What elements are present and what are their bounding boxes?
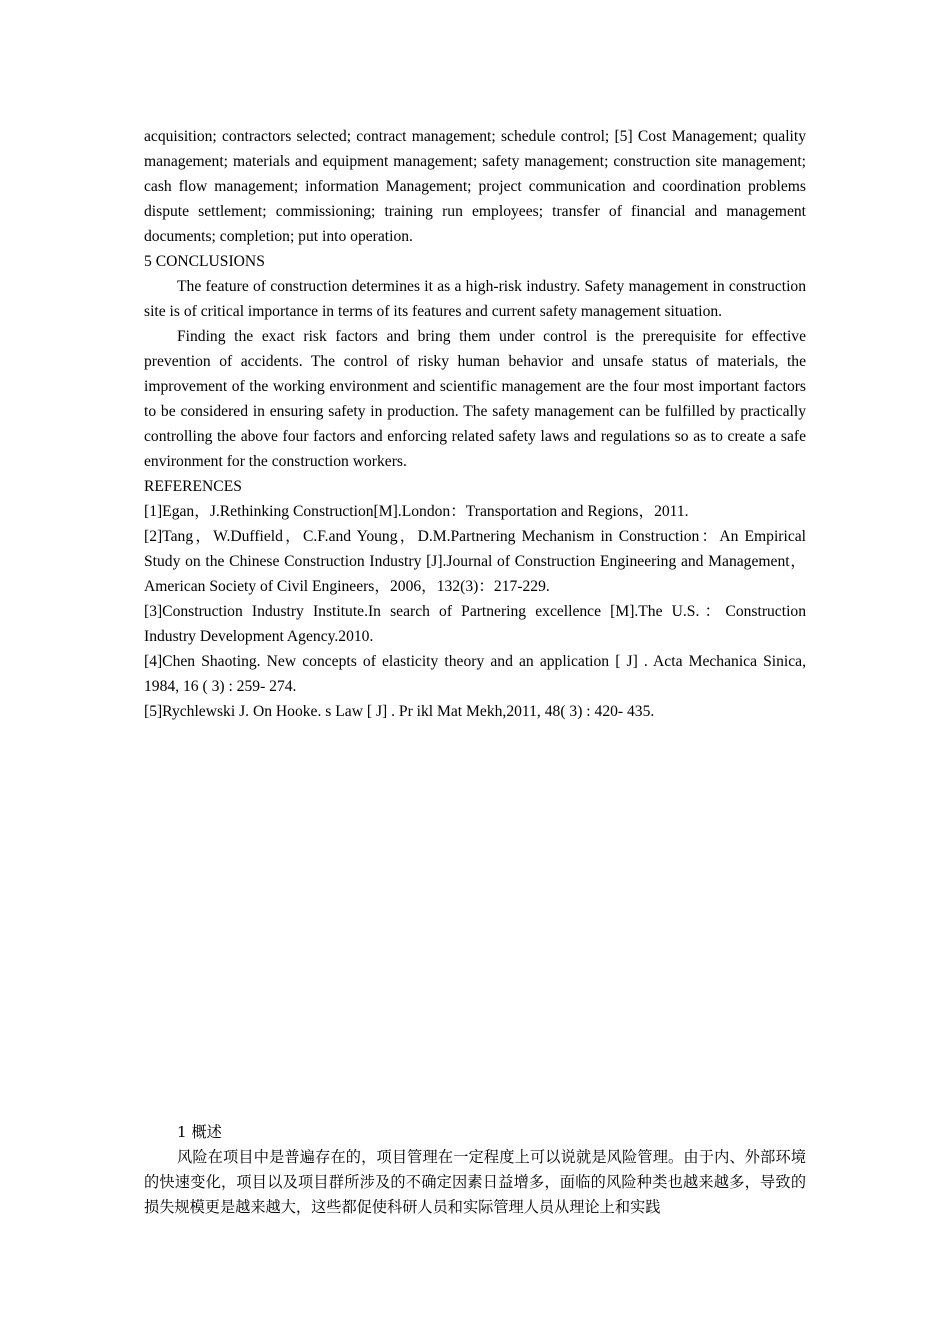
conclusions-heading: 5 CONCLUSIONS — [144, 253, 265, 270]
english-section — [144, 124, 806, 724]
overview-heading: 1 概述 — [177, 1123, 222, 1141]
reference-item-2: [2]Tang，W.Duffield，C.F.and Young，D.M.Partnering Mechanism in Construction：An Empirical Study on the Chinese Construction Industry [J].Journal of Construction Engineering and Management，American Society of Civil Engineers，2006，132(3)：217-229. — [144, 528, 806, 595]
references-heading: REFERENCES — [144, 478, 242, 495]
conclusions-paragraph-2: Finding the exact risk factors and bring them under control is the prerequisite for effective prevention of accidents. The control of risky human behavior and unsafe status of materials, the improvement of the working environment and scientific management are the four most important factors to be considered in ensuring safety in production. The safety management can be fulfilled by practically controlling the above four factors and enforcing related safety laws and regulations so as to create a safe environment for the construction workers. — [144, 328, 806, 470]
continuation-paragraph: acquisition; contractors selected; contract management; schedule control; [5] Cost Management; quality management; materials and equipment management; safety management; construction site management; cash flow management; information Management; project communication and coordination problems dispute settlement; commissioning; training run employees; transfer of financial and management documents; completion; put into operation. — [144, 128, 806, 245]
reference-item-1: [1]Egan，J.Rethinking Construction[M].London：Transportation and Regions，2011. — [144, 503, 689, 520]
conclusions-paragraph-1: The feature of construction determines it as a high-risk industry. Safety management in construction site is of critical importance in terms of its features and current safety management situation. — [144, 278, 806, 320]
reference-item-5: [5]Rychlewski J. On Hooke. s Law [ J] . Pr ikl Mat Mekh,2011, 48( 3) : 420- 435. — [144, 703, 655, 720]
reference-item-4: [4]Chen Shaoting. New concepts of elasticity theory and an application [ J] . Acta Mechanica Sinica, 1984, 16 ( 3) : 259- 274. — [144, 653, 806, 695]
chinese-section — [144, 1120, 806, 1220]
overview-paragraph: 风险在项目中是普遍存在的，项目管理在一定程度上可以说就是风险管理。由于内、外部环境的快速变化，项目以及项目群所涉及的不确定因素日益增多，面临的风险种类也越来越多，导致的损失规模更是越来越大，这些都促使科研人员和实际管理人员从理论上和实践 — [144, 1148, 806, 1216]
reference-item-3: [3]Construction Industry Institute.In search of Partnering excellence [M].The U.S.：Construction Industry Development Agency.2010. — [144, 603, 806, 645]
